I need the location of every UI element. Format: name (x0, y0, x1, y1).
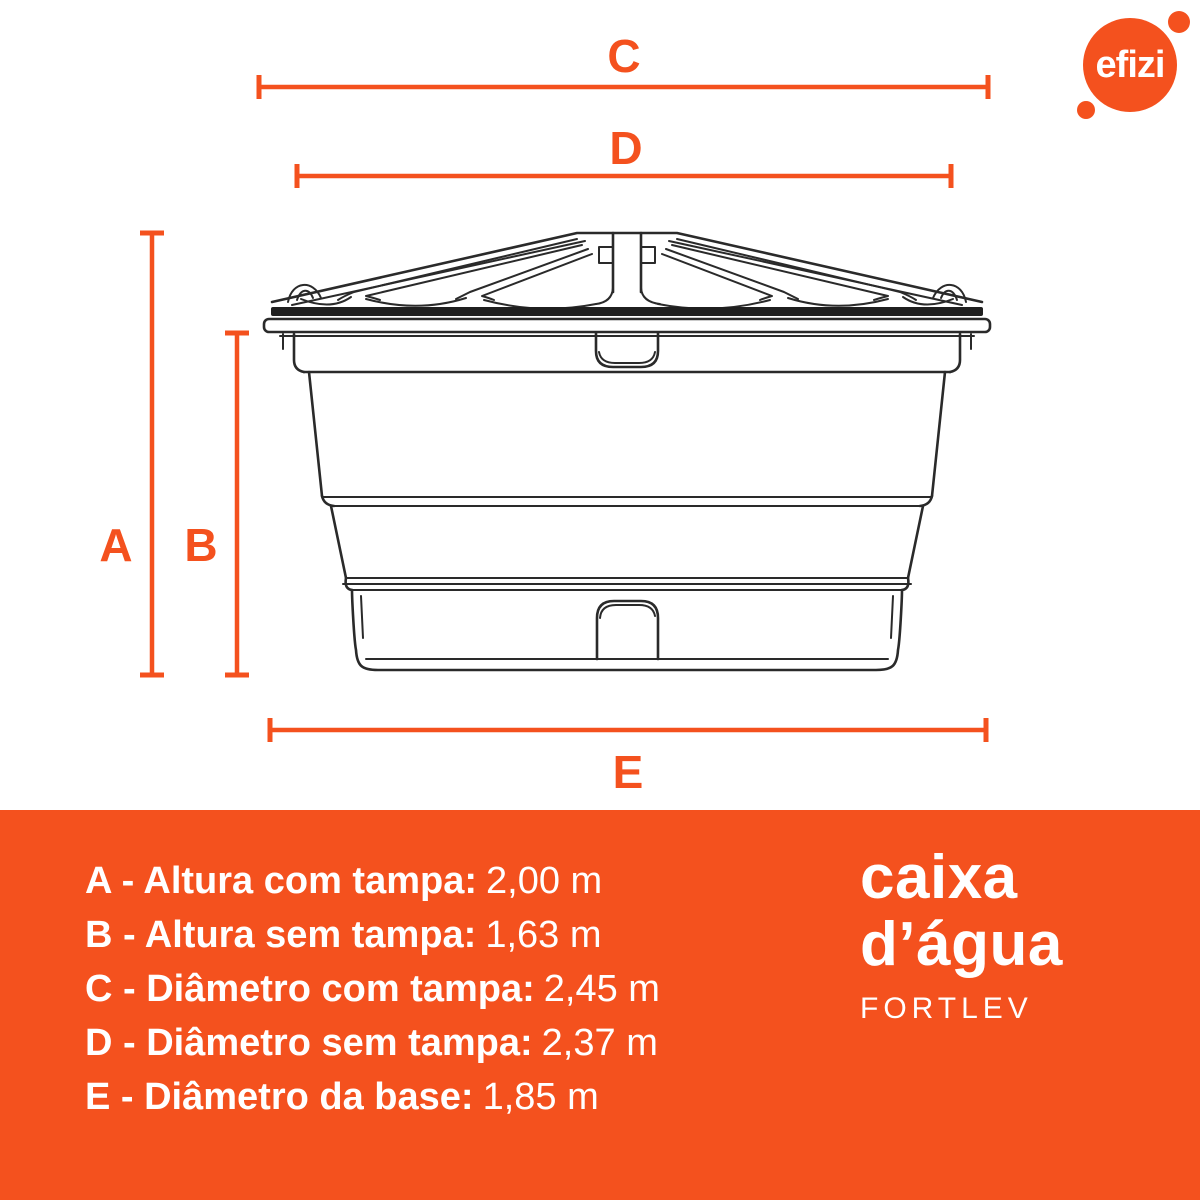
spec-list (85, 854, 660, 1124)
logo-dot-top-right (1168, 11, 1190, 33)
spec-label-b: B - Altura sem tampa: (85, 914, 477, 956)
spec-panel (0, 810, 1200, 1200)
product-title-line1: caixa (860, 843, 1018, 912)
tank-flange (264, 319, 990, 336)
spec-value-e: 1,85 m (482, 1076, 599, 1118)
spec-label-d: D - Diâmetro sem tampa: (85, 1022, 533, 1064)
outlet-recess (597, 601, 658, 659)
spec-value-d: 2,37 m (541, 1022, 658, 1064)
spec-label-c: C - Diâmetro com tampa: (85, 968, 535, 1010)
spec-value-a: 2,00 m (486, 860, 603, 902)
product-block (860, 844, 1063, 1026)
dimension-label-c: C (607, 30, 641, 82)
tank-lid (272, 233, 982, 309)
spec-label-e: E - Diâmetro da base: (85, 1076, 474, 1118)
dimension-label-b: B (184, 519, 218, 571)
dimension-label-e: E (612, 746, 644, 798)
dimension-label-d: D (609, 122, 643, 174)
spec-line-c (85, 962, 660, 1016)
efizi-logo (1083, 18, 1177, 112)
spec-line-d (85, 1016, 660, 1070)
inlet-recess (596, 333, 658, 367)
dimension-line-e (270, 718, 986, 798)
spec-line-e (85, 1070, 660, 1124)
dimension-line-b (184, 333, 249, 675)
dimension-line-c (259, 30, 988, 99)
dimension-line-d (297, 122, 951, 188)
tank-body (283, 333, 971, 670)
tank-base (352, 590, 902, 670)
lid-rim-band (271, 307, 983, 316)
spec-value-b: 1,63 m (485, 914, 602, 956)
product-brand-name: FORTLEV (860, 992, 1033, 1025)
efizi-logo-text: efizi (1095, 43, 1165, 86)
dimension-line-a (99, 233, 164, 675)
spec-line-a (85, 854, 660, 908)
dimension-lines (99, 30, 988, 798)
spec-line-b (85, 908, 660, 962)
logo-dot-bottom-left (1077, 101, 1095, 119)
product-title-line2: d’água (860, 910, 1063, 979)
dimension-label-a: A (99, 519, 133, 571)
spec-label-a: A - Altura com tampa: (85, 860, 478, 902)
spec-value-c: 2,45 m (543, 968, 660, 1010)
